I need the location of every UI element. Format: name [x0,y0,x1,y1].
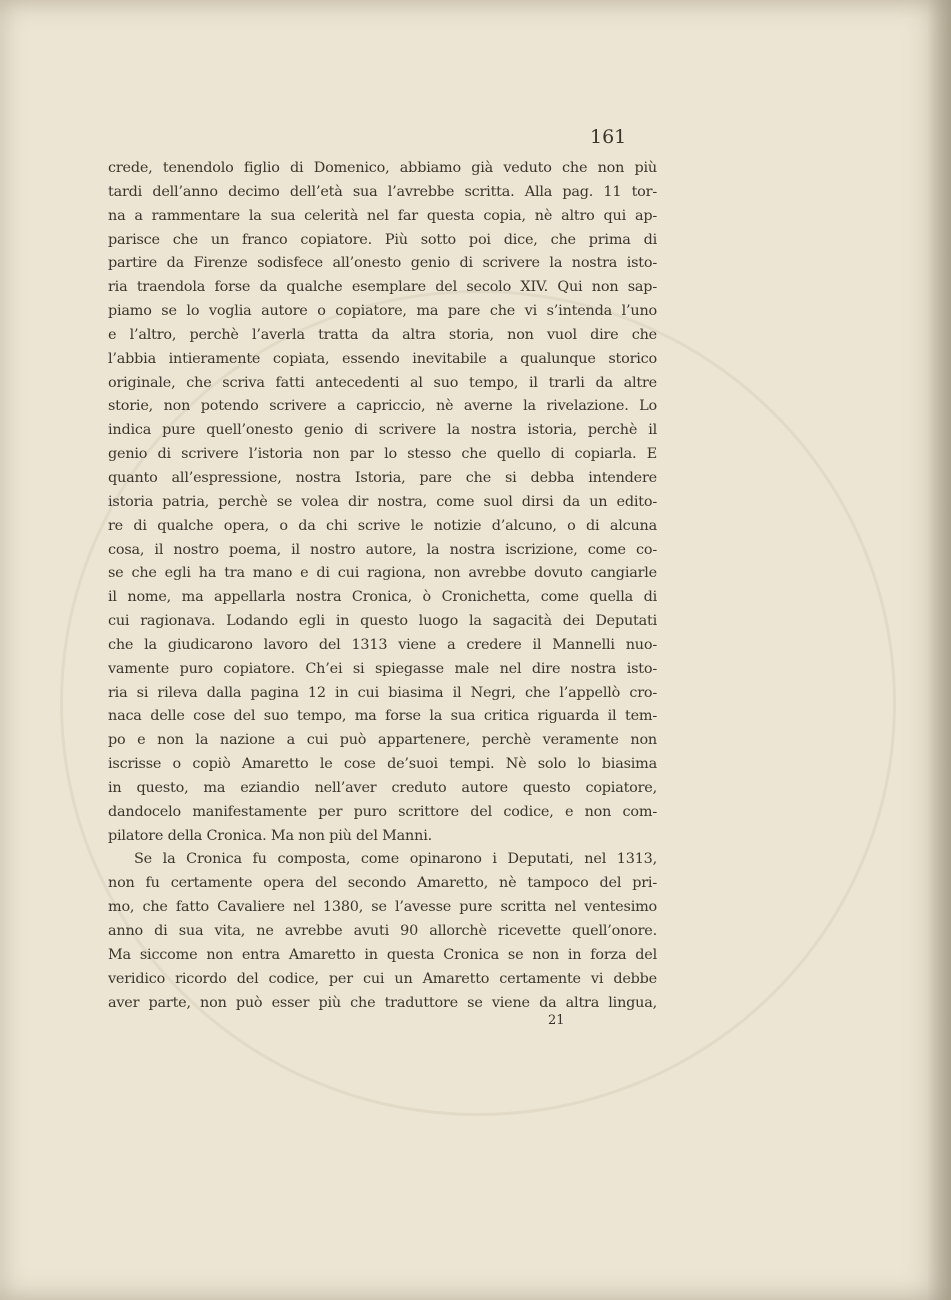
text-line: partire da Firenze sodisfece all’onesto genio di scrivere la nostra isto- [108,255,657,272]
text-line: se che egli ha tra mano e di cui ragiona, non avrebbe dovuto cangiarle [108,565,657,582]
text-line: in questo, ma eziandio nell’aver creduto autore questo copiatore, [108,779,657,796]
page-number: 161 [590,126,627,148]
text-line: parisce che un franco copiatore. Più sotto poi dice, che prima di [108,231,657,248]
text-line: originale, che scriva fatti antecedenti al suo tempo, il trarli da altre [108,374,657,391]
text-line: po e non la nazione a cui può appartenere, perchè veramente non [108,732,657,749]
body-text [108,157,657,1015]
text-line: veridico ricordo del codice, per cui un Amaretto certamente vi debbe [108,970,657,987]
text-line: tardi dell’anno decimo dell’età sua l’avrebbe scritta. Alla pag. 11 tor- [108,183,657,200]
text-line: mo, che fatto Cavaliere nel 1380, se l’avesse pure scritta nel ventesimo [108,899,657,916]
text-line: il nome, ma appellarla nostra Cronica, ò Cronichetta, come quella di [108,589,657,606]
text-line: ria traendola forse da qualche esemplare del secolo XIV. Qui non sap- [108,279,657,296]
text-line: re di qualche opera, o da chi scrive le notizie d’alcuno, o di alcuna [108,517,657,534]
text-line: indica pure quell’onesto genio di scrivere la nostra istoria, perchè il [108,422,657,439]
text-line: anno di sua vita, ne avrebbe avuti 90 allorchè ricevette quell’onore. [108,923,657,939]
text-line: genio di scrivere l’istoria non par lo stesso che quello di copiarla. E [108,446,657,463]
text-line: iscrisse o copiò Amaretto le cose de’suoi tempi. Nè solo lo biasima [108,756,657,773]
text-line: cui ragionava. Lodando egli in questo luogo la sagacità dei Deputati [108,613,657,630]
text-line: cosa, il nostro poema, il nostro autore, la nostra iscrizione, come co- [108,541,657,558]
text-line: crede, tenendolo figlio di Domenico, abbiamo già veduto che non più [108,160,657,176]
text-line: dandocelo manifestamente per puro scrittore del codice, e non com- [108,803,657,820]
text-line: che la giudicarono lavoro del 1313 viene a credere il Mannelli nuo- [108,636,657,653]
text-line: istoria patria, perchè se volea dir nostra, come suol dirsi da un edito- [108,493,657,510]
text-line: Se la Cronica fu composta, come opinarono i Deputati, nel 1313, [134,851,657,868]
text-line: naca delle cose del suo tempo, ma forse la sua critica riguarda il tem- [108,708,657,725]
text-line: pilatore della Cronica. Ma non più del Manni. [108,827,432,844]
text-line: piamo se lo voglia autore o copiatore, ma pare che vi s’intenda l’uno [108,303,657,320]
text-line: quanto all’espressione, nostra Istoria, pare che si debba intendere [108,469,657,486]
page-edge-shadow [927,0,951,1300]
signature-mark: 21 [548,1013,565,1028]
text-line: non fu certamente opera del secondo Amaretto, nè tampoco del pri- [108,875,657,892]
text-line: storie, non potendo scrivere a capriccio, nè averne la rivelazione. Lo [108,398,657,415]
text-line: na a rammentare la sua celerità nel far questa copia, nè altro qui ap- [108,207,657,224]
text-line: aver parte, non può esser più che traduttore se viene da altra lingua, [108,994,657,1011]
text-line: l’abbia intieramente copiata, essendo inevitabile a qualunque storico [108,350,657,367]
text-line: ria si rileva dalla pagina 12 in cui biasima il Negri, che l’appellò cro- [108,684,657,701]
text-line: vamente puro copiatore. Ch’ei si spiegasse male nel dire nostra isto- [108,660,657,677]
text-line: e l’altro, perchè l’averla tratta da altra storia, non vuol dire che [108,326,657,343]
text-line: Ma siccome non entra Amaretto in questa Cronica se non in forza del [108,946,657,963]
